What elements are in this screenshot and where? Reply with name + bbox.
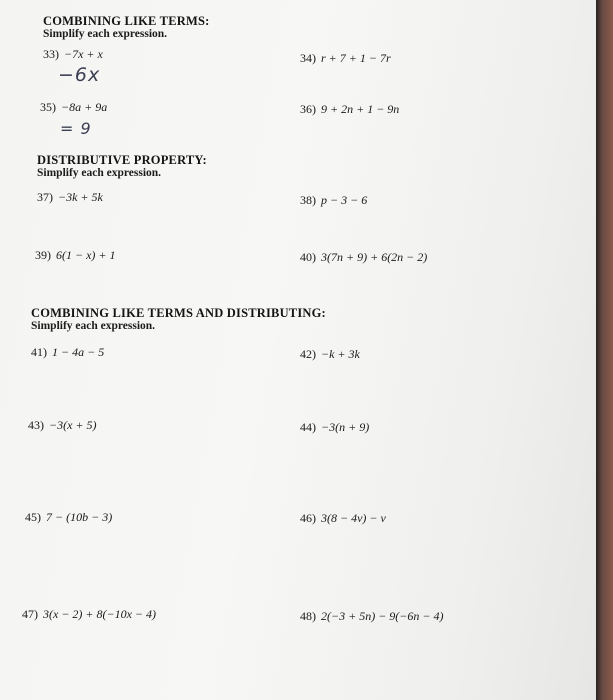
handwritten-answer-35: = 9 xyxy=(60,119,92,138)
problem-expression: 1 − 4a − 5 xyxy=(52,345,105,359)
section-heading-combining-distributing: COMBINING LIKE TERMS AND DISTRIBUTING: xyxy=(31,306,326,320)
problem-expression: −3k + 5k xyxy=(58,190,103,204)
problem-number: 47) xyxy=(22,607,38,621)
problem-33 xyxy=(43,47,103,62)
problem-37 xyxy=(37,190,103,205)
section-instruction-distributive: Simplify each expression. xyxy=(37,167,162,179)
problem-35 xyxy=(40,100,107,115)
problem-number: 42) xyxy=(300,347,316,361)
problem-40 xyxy=(300,250,427,265)
problem-expression: 3(7n + 9) + 6(2n − 2) xyxy=(321,250,428,264)
problem-number: 45) xyxy=(25,510,41,524)
problem-42 xyxy=(300,347,360,362)
problem-number: 35) xyxy=(40,100,56,114)
problem-45 xyxy=(25,510,112,525)
problem-expression: −8a + 9a xyxy=(61,100,108,114)
problem-41 xyxy=(31,345,104,360)
problem-expression: −7x + x xyxy=(64,47,103,61)
problem-expression: r + 7 + 1 − 7r xyxy=(321,51,391,65)
handwritten-answer-33: −6x xyxy=(58,64,101,86)
problem-expression: 7 − (10b − 3) xyxy=(46,510,113,524)
problem-number: 39) xyxy=(35,248,51,262)
problem-number: 46) xyxy=(300,511,316,525)
problem-number: 36) xyxy=(300,102,316,116)
problem-48 xyxy=(300,609,443,624)
problem-number: 38) xyxy=(300,193,316,207)
problem-43 xyxy=(28,418,97,433)
problem-number: 41) xyxy=(31,345,47,359)
problem-expression: p − 3 − 6 xyxy=(321,193,368,207)
section-instruction-combining-distributing: Simplify each expression. xyxy=(31,320,156,332)
problem-expression: −3(x + 5) xyxy=(49,418,97,432)
problem-38 xyxy=(300,193,367,208)
problem-expression: −k + 3k xyxy=(321,347,360,361)
problem-number: 43) xyxy=(28,418,44,432)
problem-39 xyxy=(35,248,116,263)
problem-expression: 9 + 2n + 1 − 9n xyxy=(321,102,400,116)
problem-number: 33) xyxy=(43,47,59,61)
problem-number: 37) xyxy=(37,190,53,204)
problem-46 xyxy=(300,511,386,526)
problem-number: 48) xyxy=(300,609,316,623)
problem-expression: 3(8 − 4v) − v xyxy=(321,511,386,525)
problem-expression: 6(1 − x) + 1 xyxy=(56,248,116,262)
section-heading-distributive: DISTRIBUTIVE PROPERTY: xyxy=(37,153,207,167)
problem-number: 44) xyxy=(300,420,316,434)
problem-number: 40) xyxy=(300,250,316,264)
problem-36 xyxy=(300,102,399,117)
table-edge-background xyxy=(596,0,613,700)
problem-expression: 3(x − 2) + 8(−10x − 4) xyxy=(43,607,157,621)
problem-number: 34) xyxy=(300,51,316,65)
section-heading-combining: COMBINING LIKE TERMS: xyxy=(43,14,210,28)
problem-34 xyxy=(300,51,391,66)
problem-expression: −3(n + 9) xyxy=(321,420,370,434)
problem-44 xyxy=(300,420,369,435)
problem-expression: 2(−3 + 5n) − 9(−6n − 4) xyxy=(321,609,444,623)
section-instruction-combining: Simplify each expression. xyxy=(43,28,168,40)
problem-47 xyxy=(22,607,156,622)
